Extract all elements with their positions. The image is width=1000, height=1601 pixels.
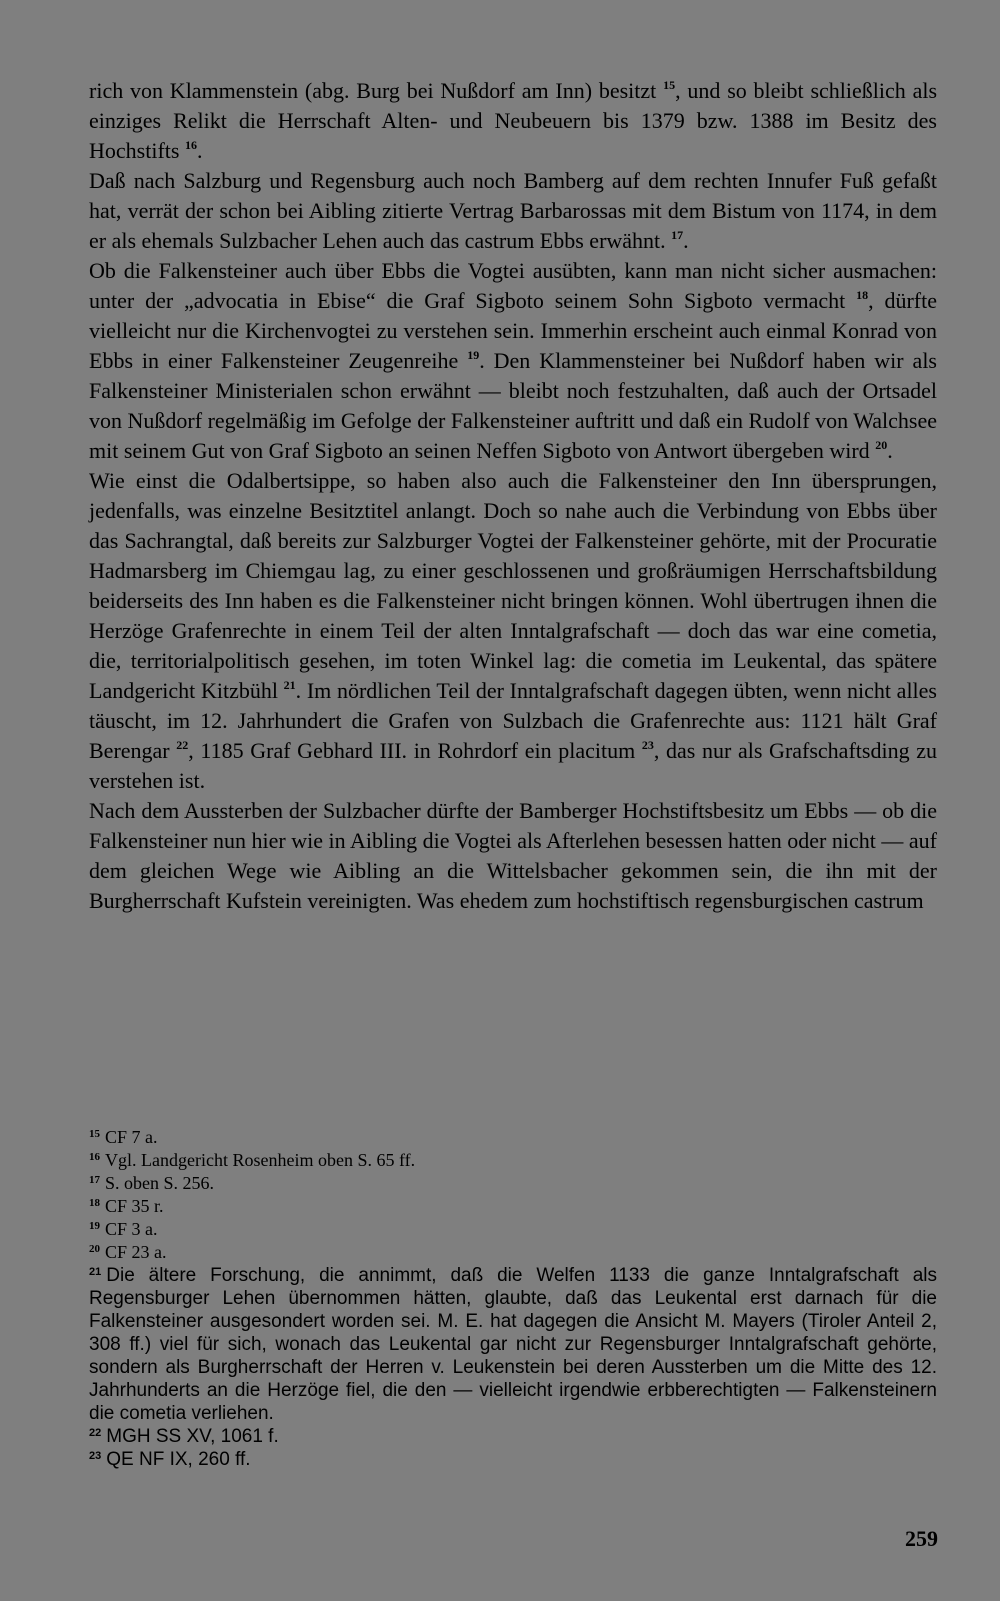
footnote-text: Die ältere Forschung, die annimmt, daß die Welfen 1133 die ganze Inntalgrafschaft als Regensburger Lehen übernommen hätten, glaubte, daß das Leukental erst darnach für die Falkensteiner ausgesondert worden sei. M. E. hat dagegen die Ansicht M. Mayers (Tiroler Anteil 2, 308 ff.) viel für sich, wonach das Leukental gar nicht zur Regensburger Inntalgrafschaft gehörte, sondern als Burgherrschaft der Herren v. Leukenstein bei deren Aussterben um die Mitte des 12. Jahrhunderts an die Herzöge fiel, die den — vielleicht irgendwie erbberechtigten — Falkensteinern die cometia verliehen. (89, 1265, 937, 1424)
paragraph (89, 256, 937, 466)
footnote (89, 1149, 937, 1172)
footnote-number: 21 (89, 1266, 102, 1278)
paragraph (89, 76, 937, 166)
text-run: , 1185 Graf Gebhard III. in Rohrdorf ein placitum (188, 738, 642, 763)
text-run: rich von Klammenstein (abg. Burg bei Nußdorf am Inn) besitzt (89, 78, 664, 103)
paragraph (89, 466, 937, 796)
footnote-text: S. oben S. 256. (105, 1173, 215, 1193)
main-text (89, 76, 937, 916)
footnotes (89, 1126, 937, 1471)
footnote-text: CF 7 a. (105, 1127, 158, 1147)
footnote-reference: 18 (856, 288, 869, 302)
footnote (89, 1448, 937, 1471)
text-run: Wie einst die Odalbertsippe, so haben also auch die Falkensteiner den Inn übersprungen, jedenfalls, was einzelne Besitztitel anlangt. Doch so nahe auch die Verbindung von Ebbs über das Sachrangtal, daß bereits zur Salzburger Vogtei der Falkensteiner gehörte, mit der Procuratie Hadmarsberg im Chiemgau lag, zu einer geschlossenen und großräumigen Herrschaftsbildung beiderseits des Inn haben es die Falkensteiner nicht bringen können. Wohl übertrugen ihnen die Herzöge Grafenrechte in einem Teil der alten Inntalgrafschaft — doch das war eine cometia, die, territorialpolitisch gesehen, im toten Winkel lag: die cometia im Leukental, das spätere Landgericht Kitzbühl (89, 468, 937, 703)
footnote-text: CF 3 a. (105, 1219, 158, 1239)
text-run: . (887, 438, 893, 463)
text-run: Daß nach Salzburg und Regensburg auch noch Bamberg auf dem rechten Innufer Fuß gefaßt hat, verrät der schon bei Aibling zitierte Vertrag Barbarossas mit dem Bistum von 1174, in dem er als ehemals Sulzbacher Lehen auch das castrum Ebbs erwähnt. (89, 168, 937, 253)
footnote-number: 23 (89, 1450, 102, 1462)
footnote-number: 17 (89, 1174, 100, 1186)
text-run: Nach dem Aussterben der Sulzbacher dürfte der Bamberger Hochstiftsbesitz um Ebbs — ob die Falkensteiner nun hier wie in Aibling die Vogtei als Afterlehen besessen hatten oder nicht — auf dem gleichen Wege wie Aibling an die Wittelsbacher gekommen sein, die ihn mit der Burgherrschaft Kufstein vereinigten. Was ehedem zum hochstiftisch regensburgischen castrum (89, 798, 937, 913)
footnote (89, 1425, 937, 1448)
footnote (89, 1241, 937, 1264)
text-run: , dürfte vielleicht nur die Kirchenvogtei zu verstehen sein. Immerhin erscheint auch einmal Konrad von Ebbs in einer Falkensteiner Zeugenreihe (89, 288, 937, 373)
footnote-reference: 15 (663, 78, 676, 92)
footnote-reference: 22 (176, 738, 189, 752)
footnote-text: CF 35 r. (105, 1196, 164, 1216)
footnote-text: MGH SS XV, 1061 f. (106, 1426, 279, 1447)
text-run: Ob die Falkensteiner auch über Ebbs die Vogtei ausübten, kann man nicht sicher ausmachen: unter der „advocatia in Ebise“ die Graf Sigboto seinem Sohn Sigboto vermacht (89, 258, 937, 313)
footnote-reference: 23 (641, 738, 654, 752)
footnote (89, 1264, 937, 1425)
text-run: , das nur als Grafschaftsding zu verstehen ist. (89, 738, 937, 793)
footnote-number: 15 (89, 1128, 100, 1140)
text-run: . (196, 138, 203, 163)
text-run: . (683, 228, 689, 253)
paragraph (89, 796, 937, 916)
footnote (89, 1195, 937, 1218)
footnote-reference: 19 (467, 348, 480, 362)
footnote-reference: 20 (875, 438, 888, 452)
footnote-reference: 17 (671, 228, 684, 242)
footnote (89, 1126, 937, 1149)
footnote-text: Vgl. Landgericht Rosenheim oben S. 65 ff. (105, 1150, 416, 1170)
footnote-text: CF 23 a. (105, 1242, 167, 1262)
footnote-text: QE NF IX, 260 ff. (106, 1449, 251, 1470)
footnote-reference: 16 (184, 138, 197, 152)
footnote-number: 20 (89, 1243, 100, 1255)
page-number: 259 (905, 1526, 938, 1551)
footnote-reference: 21 (283, 678, 296, 692)
footnote-number: 18 (89, 1197, 100, 1209)
footnote-number: 16 (89, 1151, 100, 1163)
text-run: , und so bleibt schließlich als einziges Relikt die Herrschaft Alten- und Neubeuern bis 1379 bzw. 1388 im Besitz des Hochstifts (89, 78, 938, 163)
footnote (89, 1172, 937, 1195)
text-run: . Im nördlichen Teil der Inntalgrafschaft dagegen übten, wenn nicht alles täuscht, im 12. Jahrhundert die Grafen von Sulzbach die Grafenrechte aus: 1121 hält Graf Berengar (89, 678, 937, 763)
footnote (89, 1218, 937, 1241)
paragraph (89, 166, 937, 256)
footnote-number: 19 (89, 1220, 100, 1232)
text-run: . Den Klammensteiner bei Nußdorf haben wir als Falkensteiner Ministerialen schon erwähnt — bleibt noch festzuhalten, daß auch der Ortsadel von Nußdorf regelmäßig im Gefolge der Falkensteiner auftritt und daß ein Rudolf von Walchsee mit seinem Gut von Graf Sigboto an seinen Neffen Sigboto von Antwort übergeben wird (89, 348, 937, 463)
footnote-number: 22 (89, 1427, 102, 1439)
